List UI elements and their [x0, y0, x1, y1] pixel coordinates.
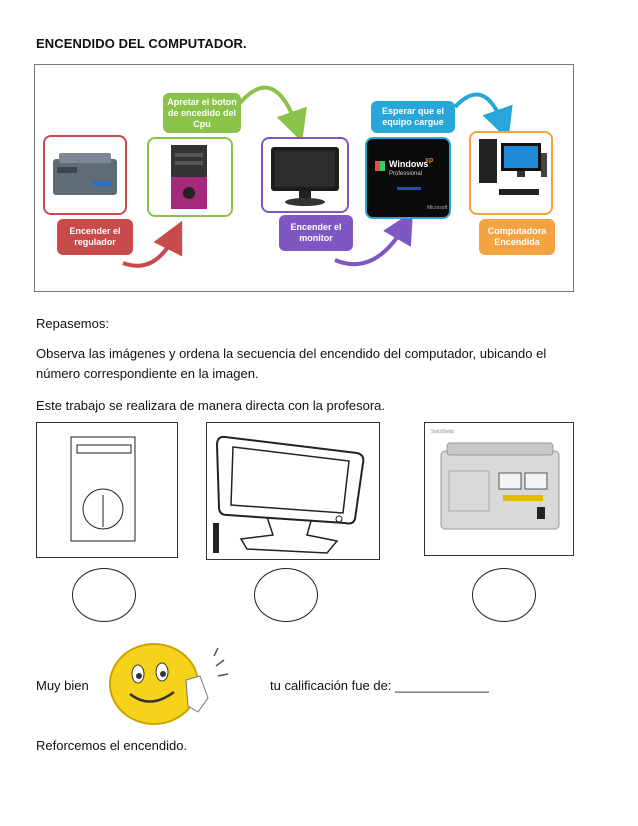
label-apretar-boton [163, 93, 241, 133]
review-heading: Repasemos: [36, 316, 109, 331]
monitor-outline-icon [207, 423, 379, 559]
arrow-blue [455, 95, 503, 125]
windows-xp-text: xp [425, 157, 434, 164]
label-computadora-encendida [479, 219, 555, 255]
step-monitor-image [261, 137, 349, 213]
label-text: Encender el monitor [290, 222, 342, 243]
power-on-sequence-diagram [34, 64, 574, 292]
windows-logo-icon [375, 161, 385, 171]
smiley-clapping-icon [104, 636, 238, 728]
step-windows-image [365, 137, 451, 219]
label-text: Esperar que el equipo cargue [381, 106, 445, 127]
answer-circle-regulator[interactable] [472, 568, 536, 622]
instruction-line-1: Observa las imágenes y ordena la secuencia del encendido del computador, ubicando el [36, 346, 547, 361]
exercise-regulator-photo [424, 422, 574, 556]
grade-prompt: tu calificación fue de: _____________ [270, 678, 490, 693]
label-text: Encender el regulador [69, 226, 121, 247]
label-esperar-cargue [371, 101, 455, 133]
cpu-tower-icon [149, 139, 231, 215]
desktop-computer-icon [471, 133, 551, 213]
instruction-line-2: número correspondiente en la imagen. [36, 366, 259, 381]
note-text: Este trabajo se realizara de manera directa con la profesora. [36, 398, 386, 413]
regulator-icon [45, 137, 125, 213]
microsoft-text: Microsoft [427, 205, 448, 211]
voltage-regulator-icon [425, 423, 573, 555]
page-title: ENCENDIDO DEL COMPUTADOR. [36, 36, 247, 51]
label-text: Computadora Encendida [487, 226, 547, 247]
windows-sub-text: Professional [389, 171, 423, 177]
answer-circle-cpu[interactable] [72, 568, 136, 622]
answer-circle-monitor[interactable] [254, 568, 318, 622]
closing-text: Reforcemos el encendido. [36, 738, 188, 753]
label-encender-regulador [57, 219, 133, 255]
windows-text: Windows [389, 159, 429, 169]
arrow-green [240, 88, 297, 127]
monitor-icon [263, 139, 347, 211]
cpu-outline-icon [37, 423, 177, 557]
step-regulator-image [43, 135, 127, 215]
exercise-monitor-drawing [206, 422, 380, 560]
step-cpu-image [147, 137, 233, 217]
loading-bar [397, 187, 421, 190]
label-text: Apretar el boton de encedido del Cpu [167, 96, 237, 129]
feedback-text: Muy bien [36, 678, 89, 693]
step-computer-on-image [469, 131, 553, 215]
regulator-caption: SoloShelp [431, 429, 454, 435]
label-encender-monitor [279, 215, 353, 251]
instruction-paragraph [36, 344, 616, 384]
exercise-cpu-drawing [36, 422, 178, 558]
